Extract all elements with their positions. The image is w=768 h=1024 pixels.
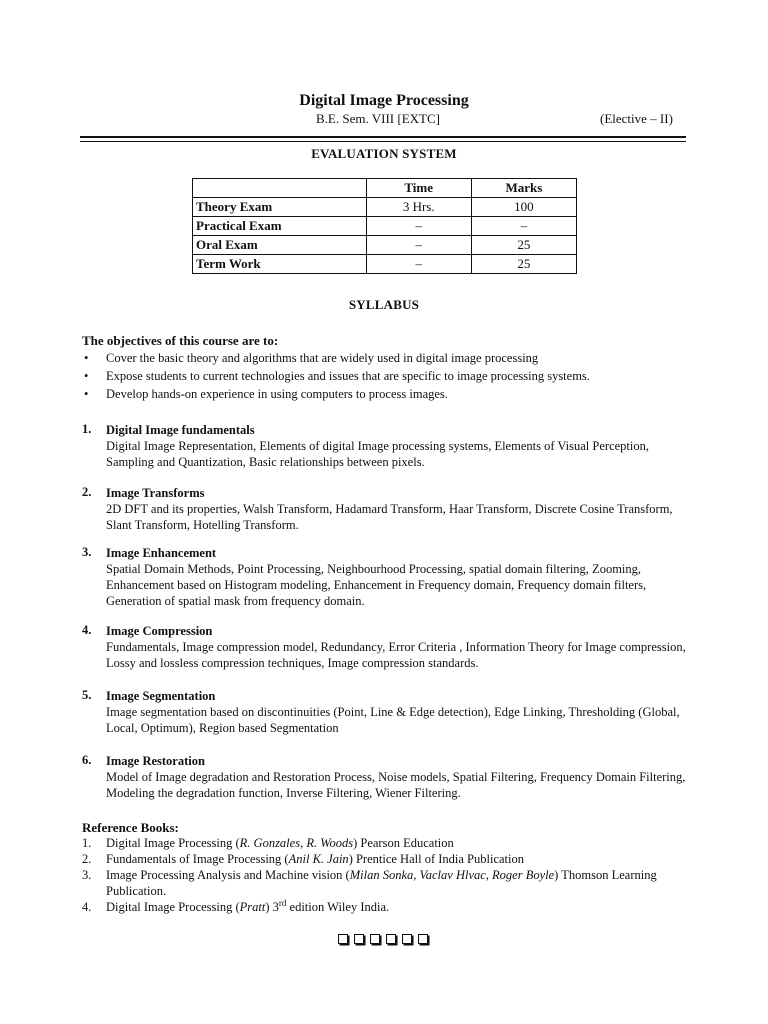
ref-authors: Pratt bbox=[239, 900, 266, 914]
list-item bbox=[82, 350, 590, 368]
section-body: Fundamentals, Image compression model, Redundancy, Error Criteria , Information Theory for Image compression, Lossy and lossless compression techniques, Image compression standards. bbox=[106, 640, 686, 670]
ref-publisher: ) Thomson Learning Publication. bbox=[106, 868, 657, 898]
ref-publisher: ) Prentice Hall of India Publication bbox=[348, 852, 524, 866]
ref-authors: Anil K. Jain bbox=[288, 852, 349, 866]
table-row bbox=[193, 255, 577, 274]
section-number: 3. bbox=[82, 545, 92, 559]
evaluation-table bbox=[192, 178, 577, 274]
objectives-heading: The objectives of this course are to: bbox=[82, 333, 279, 348]
square-icon bbox=[418, 934, 428, 944]
list-item bbox=[82, 867, 702, 899]
list-item bbox=[82, 899, 702, 915]
syllabus-section bbox=[82, 485, 692, 533]
header-rule-thick bbox=[80, 136, 686, 138]
square-icon bbox=[354, 934, 364, 944]
table-header-empty bbox=[193, 179, 367, 198]
table-row bbox=[193, 198, 577, 217]
row-label: Practical Exam bbox=[193, 217, 367, 236]
row-marks: – bbox=[471, 217, 576, 236]
row-label: Oral Exam bbox=[193, 236, 367, 255]
table-row bbox=[193, 236, 577, 255]
objective-text: Cover the basic theory and algorithms that are widely used in digital image processing bbox=[106, 351, 539, 365]
ref-number: 3. bbox=[82, 868, 92, 882]
row-time: – bbox=[366, 236, 471, 255]
syllabus-heading: SYLLABUS bbox=[348, 297, 420, 312]
bullet: • bbox=[84, 369, 89, 383]
ref-authors: R. Gonzales, R. Woods bbox=[239, 836, 354, 850]
square-icon bbox=[370, 934, 380, 944]
square-icon bbox=[338, 934, 348, 944]
row-label: Term Work bbox=[193, 255, 367, 274]
ref-title: Digital Image Processing ( bbox=[106, 836, 240, 850]
section-title: Image Segmentation bbox=[106, 689, 216, 703]
row-marks: 25 bbox=[471, 236, 576, 255]
elective-label: (Elective – II) bbox=[600, 111, 673, 126]
ref-number: 2. bbox=[82, 852, 92, 866]
document-title: Digital Image Processing bbox=[299, 92, 469, 109]
row-marks: 100 bbox=[471, 198, 576, 217]
syllabus-section bbox=[82, 545, 692, 609]
section-number: 5. bbox=[82, 688, 92, 702]
table-row bbox=[193, 217, 577, 236]
references-heading: Reference Books: bbox=[82, 820, 179, 835]
list-item bbox=[82, 835, 702, 851]
syllabus-section bbox=[82, 688, 692, 736]
syllabus-section bbox=[82, 623, 692, 671]
square-icon bbox=[386, 934, 396, 944]
ref-title: Digital Image Processing ( bbox=[106, 900, 240, 914]
table-header-time: Time bbox=[366, 179, 471, 198]
section-body: 2D DFT and its properties, Walsh Transform, Hadamard Transform, Haar Transform, Discrete Cosine Transform, Slant Transform, Hotelling Transform. bbox=[106, 502, 673, 532]
row-time: 3 Hrs. bbox=[366, 198, 471, 217]
syllabus-section bbox=[82, 422, 692, 470]
bullet: • bbox=[84, 351, 89, 365]
section-title: Image Compression bbox=[106, 624, 213, 638]
row-marks: 25 bbox=[471, 255, 576, 274]
ref-publisher: ) Pearson Education bbox=[353, 836, 454, 850]
section-title: Image Enhancement bbox=[106, 546, 217, 560]
section-title: Image Restoration bbox=[106, 754, 205, 768]
objective-text: Develop hands-on experience in using computers to process images. bbox=[106, 387, 448, 401]
section-title: Digital Image fundamentals bbox=[106, 423, 255, 437]
list-item bbox=[82, 368, 590, 386]
table-header-marks: Marks bbox=[471, 179, 576, 198]
ref-authors: Milan Sonka, Vaclav Hlvac, Roger Boyle bbox=[349, 868, 555, 882]
section-body: Image segmentation based on discontinuities (Point, Line & Edge detection), Edge Linking, Thresholding (Global, Local, Optimum), Region based Segmentation bbox=[106, 705, 680, 735]
row-time: – bbox=[366, 217, 471, 236]
section-title: Image Transforms bbox=[106, 486, 205, 500]
subtitle-line bbox=[0, 111, 768, 129]
semester-label: B.E. Sem. VIII [EXTC] bbox=[316, 111, 440, 126]
syllabus-section bbox=[82, 753, 692, 801]
references-list bbox=[82, 835, 702, 915]
section-body: Model of Image degradation and Restoration Process, Noise models, Spatial Filtering, Frequency Domain Filtering, Modeling the degradation function, Inverse Filtering, Wiener Filtering. bbox=[106, 770, 686, 800]
list-item bbox=[82, 851, 702, 867]
list-item bbox=[82, 386, 590, 404]
ref-title: Fundamentals of Image Processing ( bbox=[106, 852, 289, 866]
ref-superscript: rd bbox=[278, 897, 287, 908]
header-rule-thin bbox=[80, 141, 686, 142]
objective-text: Expose students to current technologies and issues that are specific to image processing systems. bbox=[106, 369, 590, 383]
objectives-list bbox=[82, 350, 590, 404]
table-header-row bbox=[193, 179, 577, 198]
evaluation-heading: EVALUATION SYSTEM bbox=[311, 146, 457, 161]
section-number: 2. bbox=[82, 485, 92, 499]
row-time: – bbox=[366, 255, 471, 274]
section-body: Spatial Domain Methods, Point Processing, Neighbourhood Processing, spatial domain filtering, Zooming, Enhancement based on Histogram modeling, Enhancement in Frequency domain, Frequency domain filters, Generation of spatial mask from frequency domain. bbox=[106, 562, 647, 608]
bullet: • bbox=[84, 387, 89, 401]
square-icon bbox=[402, 934, 412, 944]
section-number: 6. bbox=[82, 753, 92, 767]
section-body: Digital Image Representation, Elements of digital Image processing systems, Elements of Visual Perception, Sampling and Quantization, Basic relationships between pixels. bbox=[106, 439, 649, 469]
ref-number: 1. bbox=[82, 836, 92, 850]
section-number: 1. bbox=[82, 422, 92, 436]
row-label: Theory Exam bbox=[193, 198, 367, 217]
end-of-page-boxes bbox=[338, 934, 434, 944]
ref-title: Image Processing Analysis and Machine vision ( bbox=[106, 868, 350, 882]
section-number: 4. bbox=[82, 623, 92, 637]
ref-number: 4. bbox=[82, 900, 92, 914]
ref-publisher-rest: edition Wiley India. bbox=[286, 900, 390, 914]
ref-publisher: ) 3 bbox=[265, 900, 279, 914]
